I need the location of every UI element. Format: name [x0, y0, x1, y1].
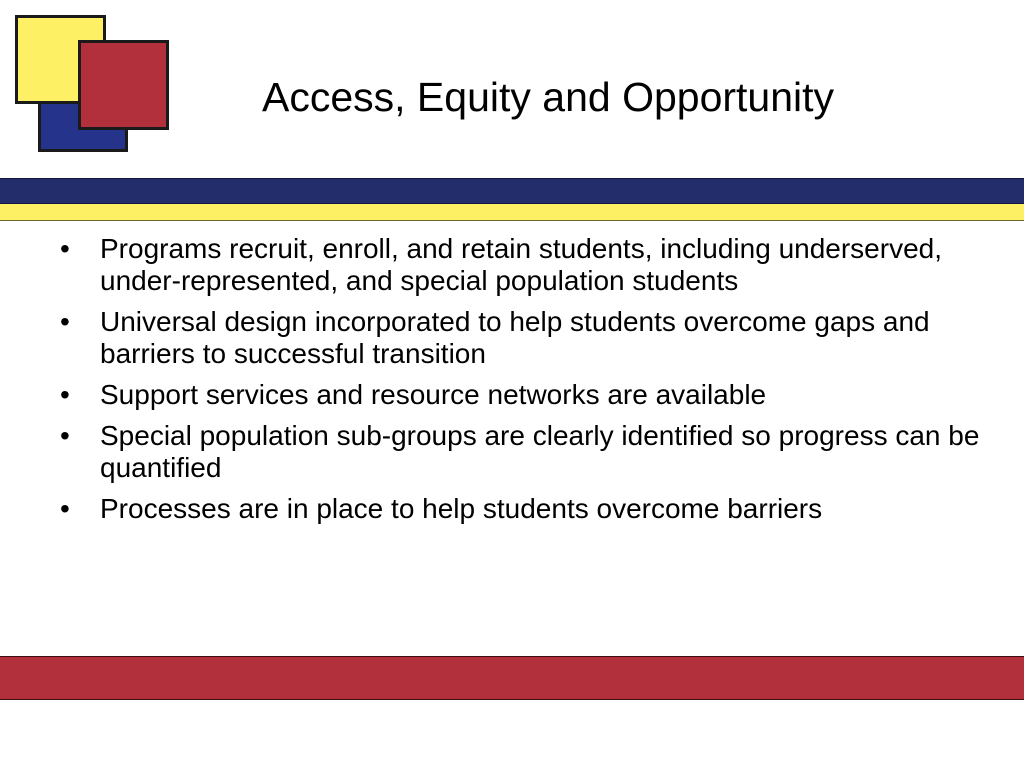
bullet-marker: •	[60, 379, 70, 410]
bullet-item	[56, 493, 986, 525]
bullet-text: Processes are in place to help students overcome barriers	[100, 493, 823, 524]
bullet-text: Programs recruit, enroll, and retain students, including underserved, under-represented, and special population students	[100, 233, 942, 296]
bullet-item	[56, 306, 986, 370]
bullet-marker: •	[60, 420, 70, 451]
footer-band-red	[0, 656, 1024, 700]
bullet-text: Universal design incorporated to help students overcome gaps and barriers to successful transition	[100, 306, 930, 369]
slide-title: Access, Equity and Opportunity	[262, 74, 835, 120]
header-band-yellow	[0, 204, 1024, 221]
bullet-marker: •	[60, 493, 70, 524]
bullet-marker: •	[60, 233, 70, 264]
bullet-item	[56, 420, 986, 484]
logo-red-square	[78, 40, 169, 130]
bullet-item	[56, 233, 986, 297]
bullet-text: Support services and resource networks are available	[100, 379, 767, 410]
header-band-navy	[0, 178, 1024, 204]
bullet-item	[56, 379, 986, 411]
logo	[0, 0, 180, 160]
bullet-list	[56, 233, 986, 534]
bullet-text: Special population sub-groups are clearly identified so progress can be quantified	[100, 420, 980, 483]
bullet-marker: •	[60, 306, 70, 337]
